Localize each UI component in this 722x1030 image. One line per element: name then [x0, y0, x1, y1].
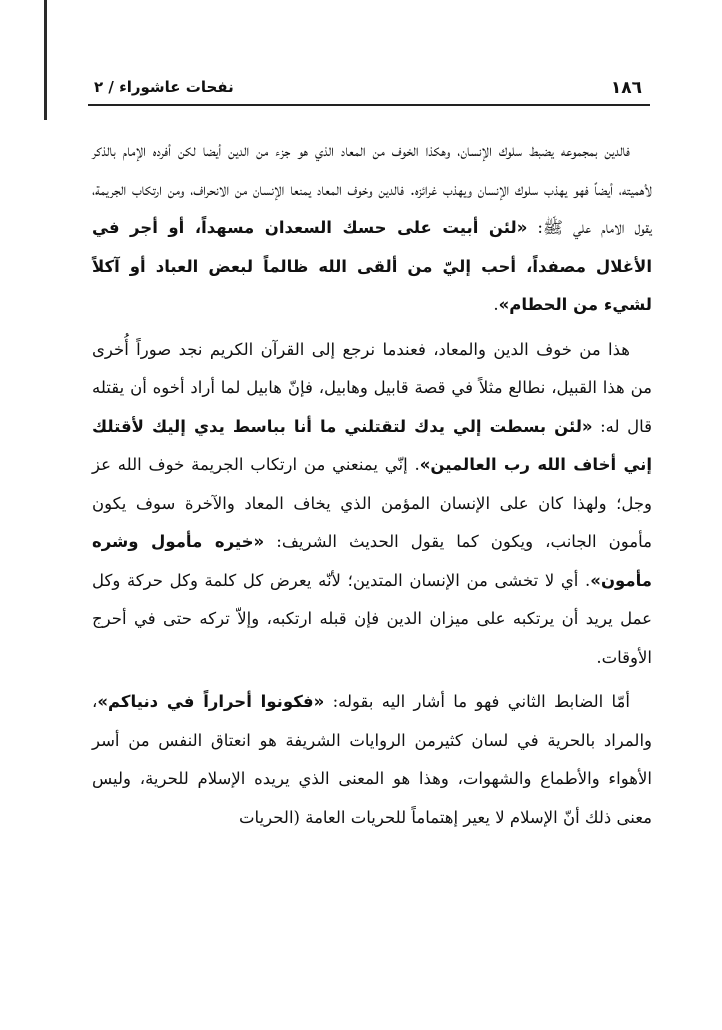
page-body	[92, 132, 652, 843]
page-number: ١٨٦	[610, 78, 642, 98]
running-title: نفحات عاشوراء / ٢	[94, 78, 234, 96]
text-run: .	[493, 295, 499, 314]
text-run: فالدين بمجموعه يضبط سلوك الإنسان، وهكذا الخوف من المعاد الذي هو جزء من الدين أيضا لكن أفرده الإمام بالذكر لأهميته، أيضاً فهو يهذب سلوك الإنسان ويهذب غرائزه. فالدين وخوف المعاد يمنعا الإنسان من الانحراف، ومن ارتكاب الجريمة، يقول الامام علي ﷺ:	[92, 141, 652, 237]
text-run: . أي لا تخشى من الإنسان المتدين؛ لأنّه يعرض كل كلمة وكل حركة وكل عمل يريد أن يرتكبه على ميزان الدين فإن قبله ارتكبه، وإلاّ تركه حتى في أحرج الأوقات.	[92, 570, 652, 667]
page-header	[88, 78, 648, 100]
text-run: ، والمراد بالحرية في لسان كثيرمن الروايات الشريفة هو انعتاق النفس من أسر الأهواء والأطماع والشهوات، وهذا هو المعنى الذي يريده الإسلام للحرية، وليس معنى ذلك أنّ الإسلام لا يعير إهتماماً للحريات العامة (الحريات	[92, 692, 652, 827]
quote-imam-ali: «لئن أبيت على حسك السعدان مسهداً، أو أجر في الأغلال مصفداً، أحب إليّ من ألقى الله ظالماً لبعض العباد أو آكلاً لشيء من الحطام»	[92, 218, 652, 314]
paragraph-3	[92, 683, 652, 837]
quote-quran: «لئن بسطت إلي يدك لتقتلني ما أنا بباسط يدي إليك لأقتلك إني أخاف الله رب العالمين»	[92, 416, 652, 474]
quote-hadith: «خيره مأمول وشره مأمون»	[92, 532, 652, 590]
text-run: هذا من خوف الدين والمعاد، فعندما نرجع إلى القرآن الكريم نجد صوراً أُخرى من هذا القبيل، نطالع مثلاً في قصة قابيل وهابيل، فإنّ هابيل لما أراد أخوه أن يقتله قال له:	[92, 339, 652, 436]
left-margin-line	[44, 0, 47, 120]
paragraph-1	[92, 132, 652, 325]
quote-freedom: «فكونوا أحراراً في دنياكم»	[97, 692, 325, 711]
header-divider	[88, 104, 650, 106]
text-run: أمّا الضابط الثاني فهو ما أشار اليه بقوله:	[324, 692, 630, 711]
text-run: . إنّي يمنعني من ارتكاب الجريمة خوف الله عز وجل؛ ولهذا كان على الإنسان المؤمن الذي يخاف المعاد والآخرة سوف يكون مأمون الجانب، ويكون كما يقول الحديث الشريف:	[92, 455, 652, 551]
paragraph-2	[92, 331, 652, 678]
